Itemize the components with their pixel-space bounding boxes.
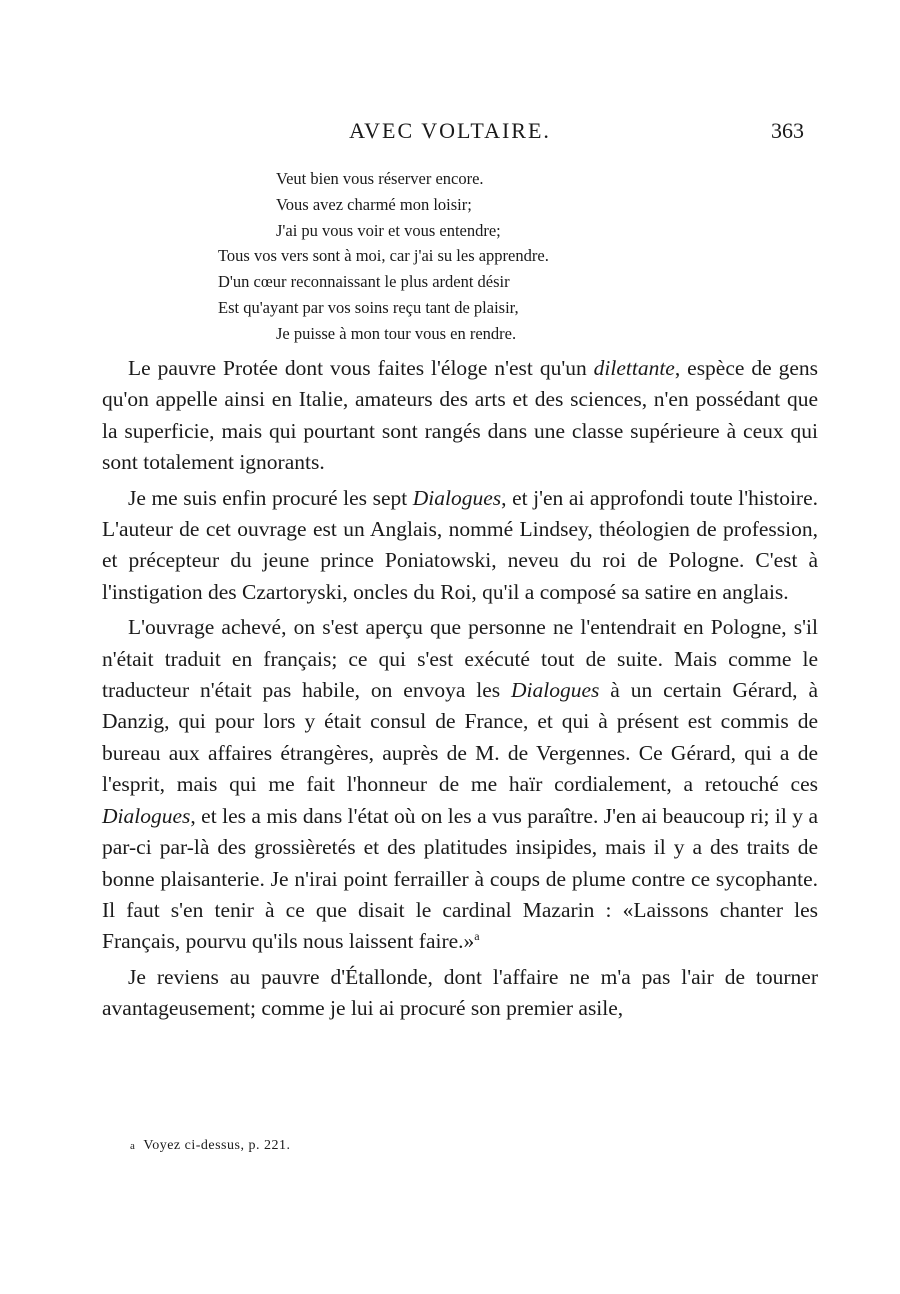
footnote-mark: a: [130, 1140, 136, 1152]
p3-text-c: , et les a mis dans l'état où on les a vus paraître. J'en ai beaucoup ri; il y a par-ci par-là des grossièretés et des platitudes insipides, mais il y a des traits de bonne plaisanterie. Je n'irai point ferrailler à coups de plume contre ce sycophante. Il faut s'en tenir à ce que disait le cardinal Mazarin : «Laissons chanter les Français, pourvu qu'ils nous laissent faire.»: [102, 803, 818, 954]
poem-verse: [218, 166, 718, 347]
p2-text-a: Je me suis enfin procuré les sept: [128, 485, 413, 510]
running-title: AVEC VOLTAIRE.: [349, 118, 551, 143]
p4-text: Je reviens au pauvre d'Étallonde, dont l'affaire ne m'a pas l'air de tourner avantageusement; comme je lui ai procuré son premier asile,: [102, 964, 818, 1021]
poem-line: Vous avez charmé mon loisir;: [276, 194, 472, 214]
p2-italic: Dialogues: [412, 485, 502, 510]
p3-italic-2: Dialogues: [102, 803, 191, 828]
p3-text-b: à un certain Gérard, à Danzig, qui pour lors y était consul de France, et qui à présent est commis de bureau aux affaires étrangères, auprès de M. de Vergennes. Ce Gérard, qui a de l'esprit, mais qui me fait l'honneur de me haïr cordialement, a retouché ces: [102, 678, 818, 797]
page-number: 363: [771, 118, 804, 143]
poem-line: J'ai pu vous voir et vous entendre;: [276, 220, 501, 240]
p1-text-b: , espèce de gens qu'on appelle ainsi en Italie, amateurs des arts et des sciences, n'en possédant que la superficie, mais qui pourtant sont rangés dans une classe supérieure à ceux qui sont totalement ignorants.: [102, 356, 818, 475]
paragraph-1: [102, 353, 818, 479]
running-head: [0, 116, 900, 150]
p1-text-a: Le pauvre Protée dont vous faites l'éloge n'est qu'un: [128, 356, 594, 380]
p1-italic: dilettante: [593, 356, 675, 380]
body-text: [102, 353, 818, 1029]
poem-line: Je puisse à mon tour vous en rendre.: [276, 323, 517, 343]
poem-line: Veut bien vous réserver encore.: [276, 169, 484, 188]
p2-text-b: , et j'en ai approfondi toute l'histoire. L'auteur de cet ouvrage est un Anglais, nommé Lindsey, théologien de profession, et précepteur du jeune prince Poniatowski, neveu du roi de Pologne. C'est à l'instigation des Czartoryski, oncles du Roi, qu'il a composé sa satire en anglais.: [102, 485, 819, 604]
footnote-text: Voyez ci-dessus, p. 221.: [143, 1138, 291, 1153]
footnote-reference: a: [474, 929, 480, 944]
poem-line: D'un cœur reconnaissant le plus ardent désir: [218, 272, 510, 292]
p3-italic-1: Dialogues: [511, 678, 600, 703]
p3-text-a: L'ouvrage achevé, on s'est aperçu que personne ne l'entendrait en Pologne, s'il n'était traduit en français; ce qui s'est exécuté tout de suite. Mais comme le traducteur n'était pas habile, on envoya les: [102, 615, 818, 703]
poem-line: Tous vos vers sont à moi, car j'ai su les apprendre.: [218, 246, 549, 266]
poem-line: Est qu'ayant par vos soins reçu tant de plaisir,: [218, 297, 519, 317]
paragraph-3: [102, 612, 818, 957]
paragraph-2: [102, 483, 818, 609]
footnote: [130, 1138, 730, 1154]
paragraph-4: [102, 962, 818, 1025]
